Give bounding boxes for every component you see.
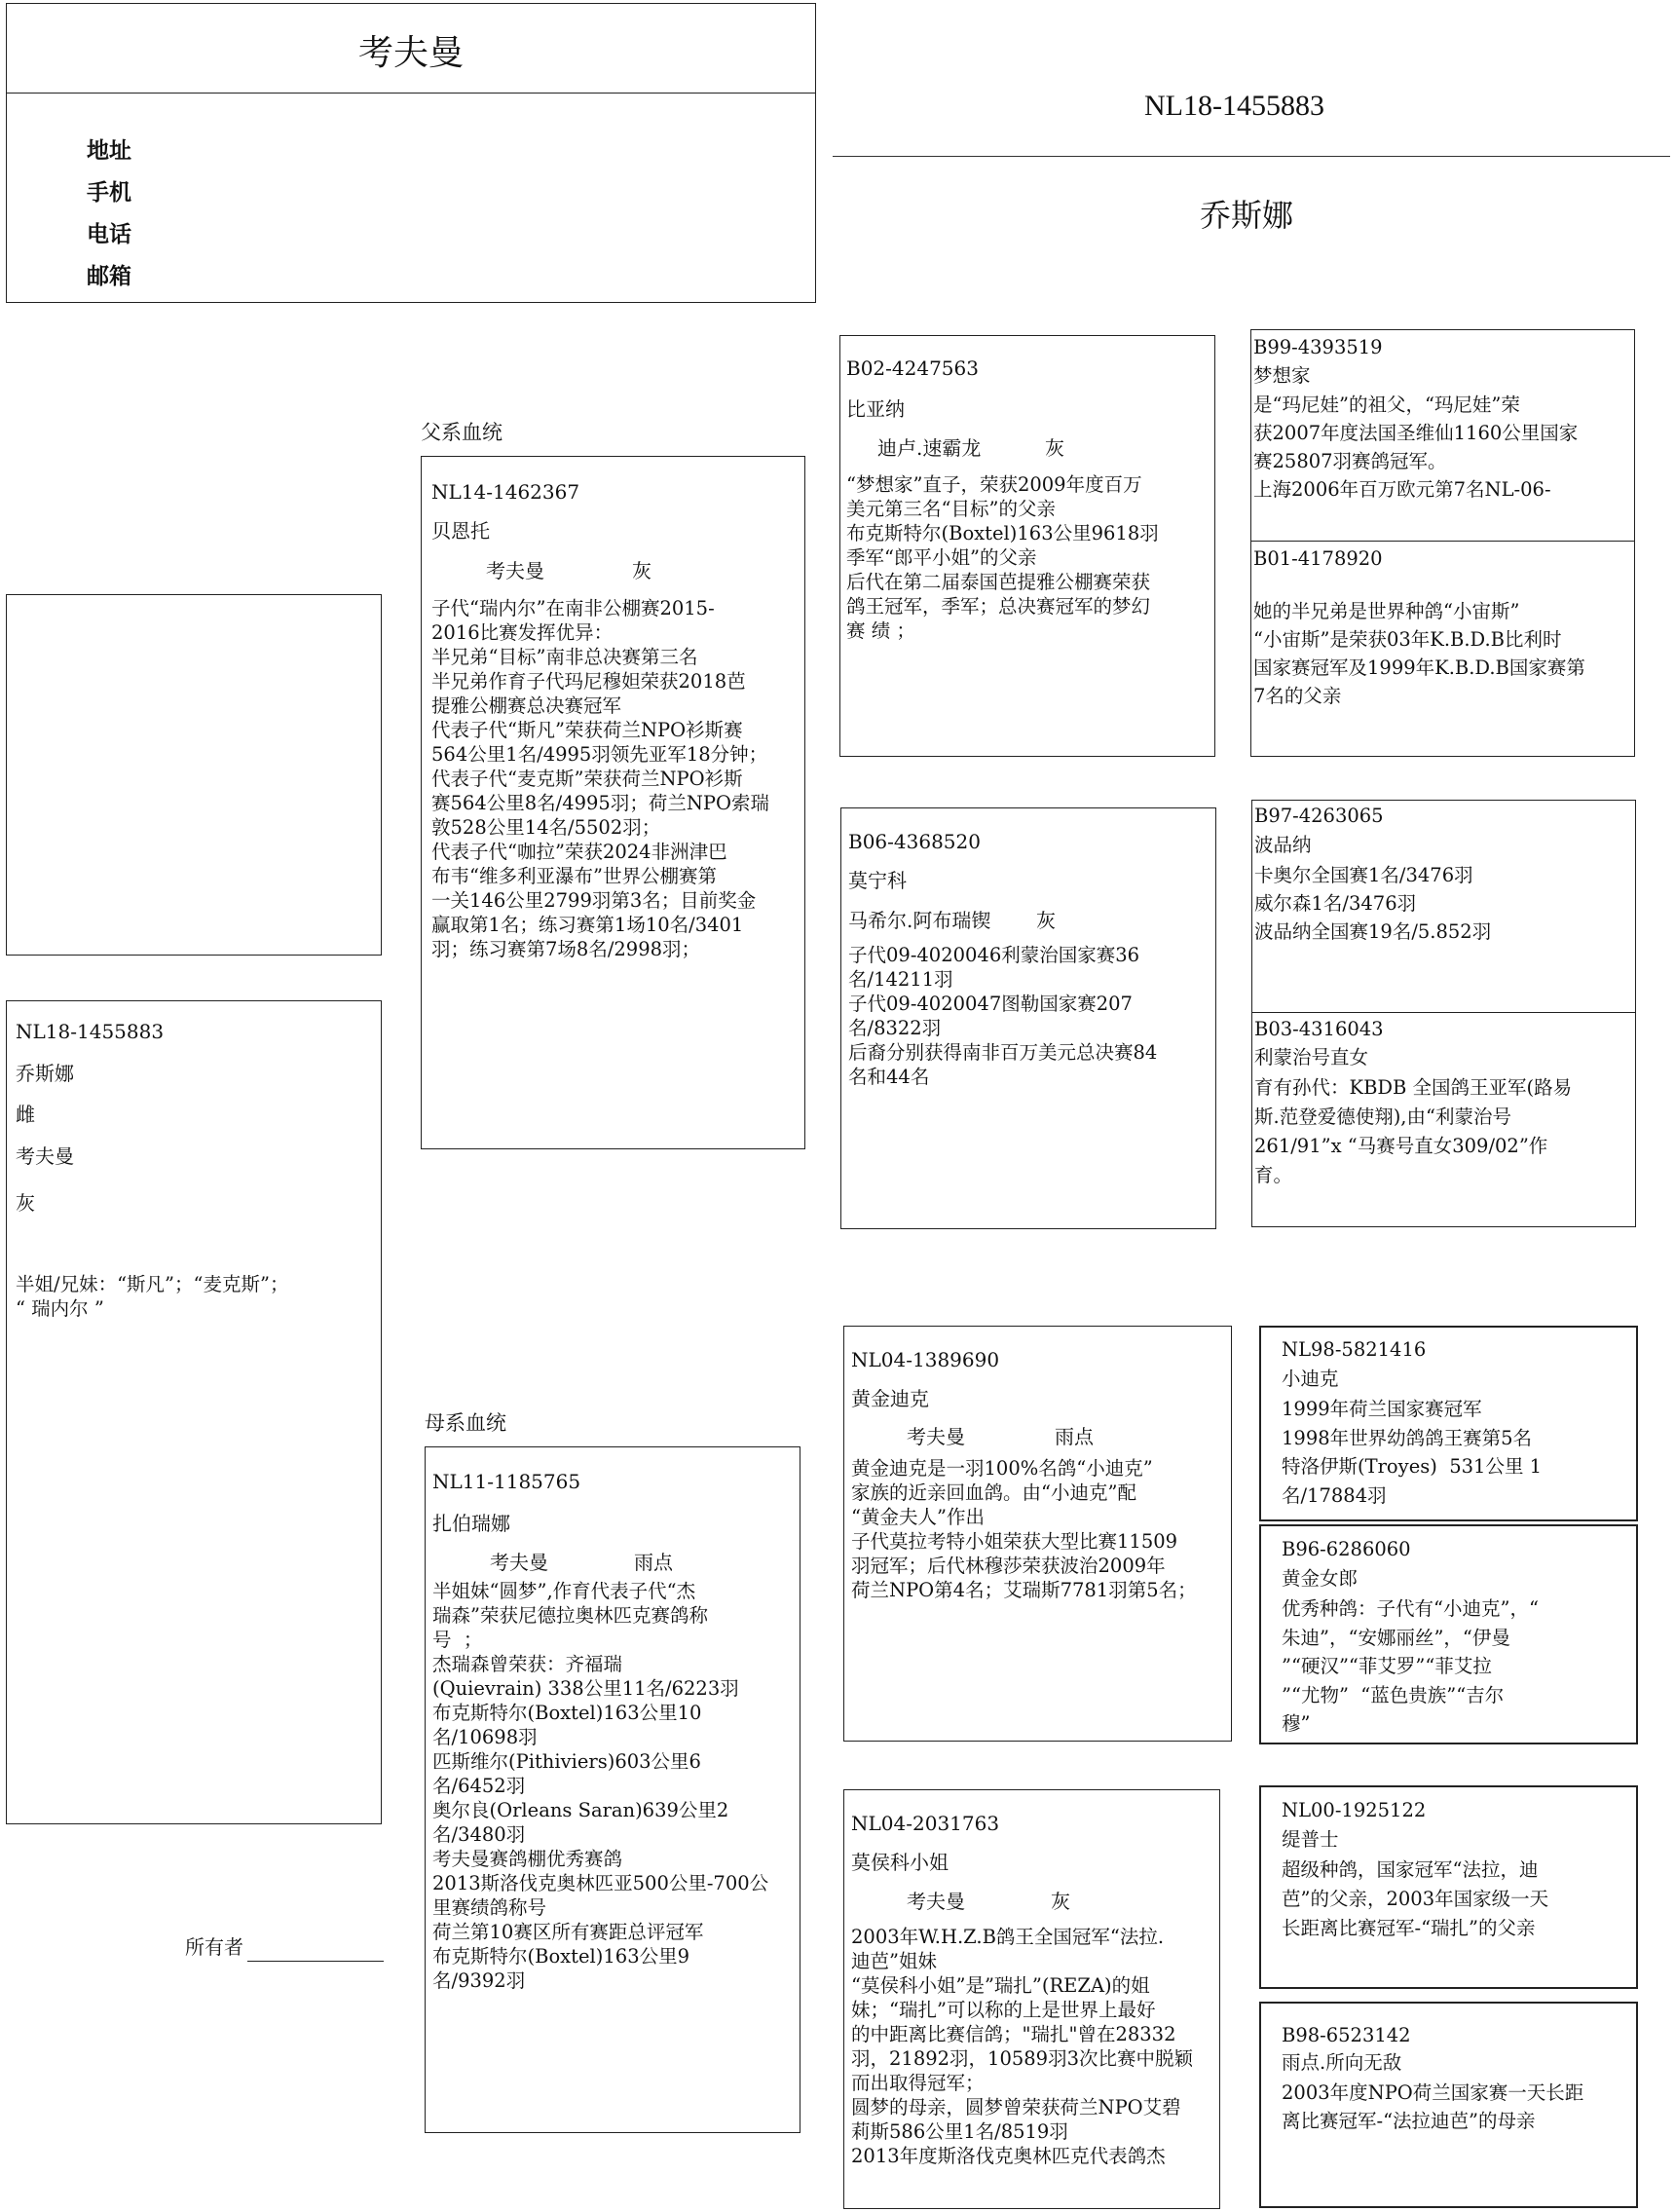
owner-name: 考夫曼: [357, 33, 464, 73]
sire-sire-color: 灰: [1045, 436, 1064, 460]
dam-card: [425, 1446, 800, 2133]
dam-sire-ring: NL04-1389690: [851, 1348, 1000, 1371]
ssd-notes: 她的半兄弟是世界种鸽“小宙斯” “小宙斯”是荣获03年K.B.D.B比利时 国家赛冠军及1999年K.B.D.B国家赛第 7名的父亲: [1253, 600, 1585, 707]
dds-ring: NL00-1925122: [1282, 1799, 1427, 1821]
bird-sex: 雌: [16, 1103, 35, 1126]
sire-dam-ring: B06-4368520: [848, 830, 981, 853]
bird-card: [6, 1000, 382, 1824]
dds-name: 缇普士: [1282, 1828, 1339, 1851]
sire-notes: 子代“瑞内尔”在南非公棚赛2015- 2016比赛发挥优异： 半兄弟“目标”南非总决赛第三名 半兄弟作育子代玛尼穆妲荣获2018芭 提雅公棚赛总决赛冠军 代表子代“斯凡”荣获荷兰NPO衫斯赛 564公里1名/4995羽领先亚军18分钟； 代表子代“麦克斯”荣获荷兰NPO衫斯 赛564公里8名/4995羽；荷兰NPO索瑞 敦528公里14名/5502羽； 代表子代“咖拉”荣获2024非洲津巴 布韦“维多利亚瀑布”世界公棚赛第 一关146公里2799羽第3名；目前奖金 赢取第1名；练习赛第1场10名/3401 羽；练习赛第7场8名/2998羽；: [431, 597, 769, 960]
dam-notes: 半姐妹“圆梦”,作育代表子代“杰 瑞森”荣获尼德拉奥林匹克赛鸽称 号 ； 杰瑞森曾荣获：齐福瑞 (Quievrain) 338公里11名/6223羽 布克斯特尔(Boxtel)163公里10 名/10698羽 匹斯维尔(Pithiviers)603公里6 名/6452羽 奥尔良(Orleans Saran)639公里2 名/3480羽 考夫曼赛鸽棚优秀赛鸽 2013斯洛伐克奥林匹亚500公里-700公 里赛绩鸽称号 荷兰第10赛区所有赛距总评冠军 布克斯特尔(Boxtel)163公里9 名/9392羽: [432, 1580, 769, 1992]
bird-name: 乔斯娜: [16, 1062, 74, 1085]
sss-notes: 是“玛尼娃”的祖父，“玛尼娃”荣 获2007年度法国圣维仙1160公里国家 赛25807羽赛鸽冠军。 上海2006年百万欧元第7名NL-06-: [1253, 394, 1579, 501]
bird-notes: 半姐/兄妹：“斯凡”；“麦克斯”； “ 瑞内尔 ”: [16, 1273, 289, 1320]
sire-breeder: 考夫曼: [486, 559, 544, 582]
owner-card-divider: [7, 93, 815, 94]
ddd-name: 雨点.所向无敌: [1282, 2051, 1402, 2074]
address-label: 地址: [87, 138, 131, 164]
photo-frame: [6, 594, 382, 956]
ssd-ring: B01-4178920: [1253, 547, 1383, 570]
sire-dam-breeder: 马希尔.阿布瑞锲: [848, 909, 991, 932]
dam-color: 雨点: [634, 1551, 673, 1574]
bird-ring: NL18-1455883: [16, 1020, 165, 1043]
sds-ring: B97-4263065: [1254, 805, 1384, 827]
sire-sire-pair-card: [1250, 329, 1635, 757]
bird-color: 灰: [16, 1191, 35, 1215]
mobile-label: 手机: [87, 180, 131, 206]
phone-label: 电话: [87, 222, 131, 247]
sire-sire-name: 比亚纳: [846, 397, 905, 421]
dsd-notes: 优秀种鸽：子代有“小迪克”，“ 朱迪”，“安娜丽丝”，“伊曼 ”“硬汉”“菲艾罗”“菲艾拉 ”“尤物” “蓝色贵族”“吉尔 穆”: [1282, 1597, 1539, 1735]
dam-sire-breeder: 考夫曼: [907, 1425, 965, 1448]
bird-breeder: 考夫曼: [16, 1144, 74, 1168]
sds-notes: 卡奥尔全国赛1名/3476羽 威尔森1名/3476羽 波品纳全国赛19名/5.852羽: [1254, 864, 1492, 943]
sire-card: [421, 456, 805, 1149]
sire-sire-card: [839, 335, 1215, 757]
sire-sire-breeder: 迪卢.速霸龙: [877, 436, 982, 460]
dam-dam-sire-card: [1259, 1785, 1638, 1989]
sss-ring: B99-4393519: [1253, 336, 1383, 358]
owner-contact-fields: [87, 131, 131, 298]
sdd-notes: 育有孙代：KBDB 全国鸽王亚军(路易 斯.范登爱德使翔),由“利蒙治号 261/91”x “马赛号直女309/02”作 育。: [1254, 1076, 1573, 1186]
dam-dam-dam-card: [1259, 2002, 1638, 2208]
dam-ring: NL11-1185765: [432, 1470, 581, 1493]
sds-name: 波品纳: [1254, 834, 1312, 856]
dam-dam-name: 莫侯科小姐: [851, 1851, 949, 1874]
owner-signature-label: 所有者: [185, 1935, 243, 1959]
sire-line-label: 父系血统: [421, 421, 502, 444]
sire-dam-card: [840, 807, 1216, 1229]
sire-sire-notes: “梦想家”直子，荣获2009年度百万 美元第三名“目标”的父亲 布克斯特尔(Boxtel)163公里9618羽 季军“郎平小姐”的父亲 后代在第二届泰国芭提雅公棚赛荣获 鸽王冠军，季军；总决赛冠军的梦幻 赛 绩 ；: [846, 473, 1159, 642]
dss-notes: 1999年荷兰国家赛冠军 1998年世界幼鸽鸽王赛第5名 特洛伊斯(Troyes) 531公里 1 名/17884羽: [1282, 1398, 1543, 1507]
dam-sire-name: 黄金迪克: [851, 1387, 929, 1410]
dam-line-label: 母系血统: [425, 1411, 506, 1435]
dam-dam-color: 灰: [1051, 1890, 1070, 1913]
sire-dam-color: 灰: [1036, 909, 1056, 932]
owner-signature-line: [247, 1941, 384, 1962]
sire-dam-pair-divider: [1252, 1012, 1635, 1013]
dam-dam-card: [843, 1789, 1220, 2209]
header-bird-name: 乔斯娜: [1200, 197, 1294, 234]
ddd-notes: 2003年度NPO荷兰国家赛一天长距 离比赛冠军-“法拉迪芭”的母亲: [1282, 2081, 1584, 2132]
sss-name: 梦想家: [1253, 364, 1311, 387]
dam-sire-dam-card: [1259, 1524, 1638, 1744]
dss-ring: NL98-5821416: [1282, 1338, 1427, 1361]
sdd-name: 利蒙治号直女: [1254, 1046, 1369, 1069]
sire-dam-notes: 子代09-4020046利蒙治国家赛36 名/14211羽 子代09-4020047图勒国家赛207 名/8322羽 后裔分别获得南非百万美元总决赛84 名和44名: [848, 944, 1158, 1088]
header-divider: [833, 156, 1670, 157]
header-ring-number: NL18-1455883: [1144, 90, 1324, 122]
dam-breeder: 考夫曼: [490, 1551, 548, 1574]
owner-signature: [185, 1933, 384, 1962]
sire-dam-pair-card: [1251, 800, 1636, 1227]
sire-color: 灰: [632, 559, 651, 582]
dam-dam-notes: 2003年W.H.Z.B鸽王全国冠军“法拉. 迪芭”姐妹 “莫侯科小姐”是”瑞扎”(REZA)的姐 妹；“瑞扎”可以称的上是世界上最好 的中距离比赛信鸽；"瑞扎"曾在28332 羽，21892羽，10589羽3次比赛中脱颖 而出取得冠军； 圆梦的母亲，圆梦曾荣获荷兰NPO艾碧 莉斯586公里1名/8519羽 2013年度斯洛伐克奥林匹克代表鸽杰: [851, 1926, 1193, 2167]
dds-notes: 超级种鸽，国家冠军“法拉，迪 芭”的父亲，2003年国家级一天 长距离比赛冠军-“瑞扎”的父亲: [1282, 1858, 1549, 1939]
dam-sire-notes: 黄金迪克是一羽100%名鸽“小迪克” 家族的近亲回血鸽。由“小迪克”配 “黄金夫人”作出 子代莫拉考特小姐荣获大型比赛11509 羽冠军；后代林穆莎荣获波治2009年 荷兰NPO第4名；艾瑞斯7781羽第5名；: [851, 1457, 1197, 1601]
dam-sire-sire-card: [1259, 1326, 1638, 1521]
sire-sire-ring: B02-4247563: [846, 356, 979, 380]
dsd-ring: B96-6286060: [1282, 1538, 1411, 1560]
sire-sire-pair-divider: [1251, 541, 1634, 542]
sire-ring: NL14-1462367: [431, 480, 580, 504]
dam-sire-card: [843, 1326, 1232, 1742]
email-label: 邮箱: [87, 264, 131, 289]
dam-name: 扎伯瑞娜: [432, 1512, 510, 1535]
owner-card: [6, 3, 816, 303]
dam-sire-color: 雨点: [1055, 1425, 1094, 1448]
sire-dam-name: 莫宁科: [848, 869, 907, 892]
dss-name: 小迪克: [1282, 1368, 1339, 1390]
ddd-ring: B98-6523142: [1282, 2024, 1411, 2046]
dam-dam-ring: NL04-2031763: [851, 1812, 1000, 1835]
dsd-name: 黄金女郎: [1282, 1567, 1359, 1590]
sire-name: 贝恩托: [431, 519, 490, 543]
sdd-ring: B03-4316043: [1254, 1018, 1384, 1040]
dam-dam-breeder: 考夫曼: [907, 1890, 965, 1913]
